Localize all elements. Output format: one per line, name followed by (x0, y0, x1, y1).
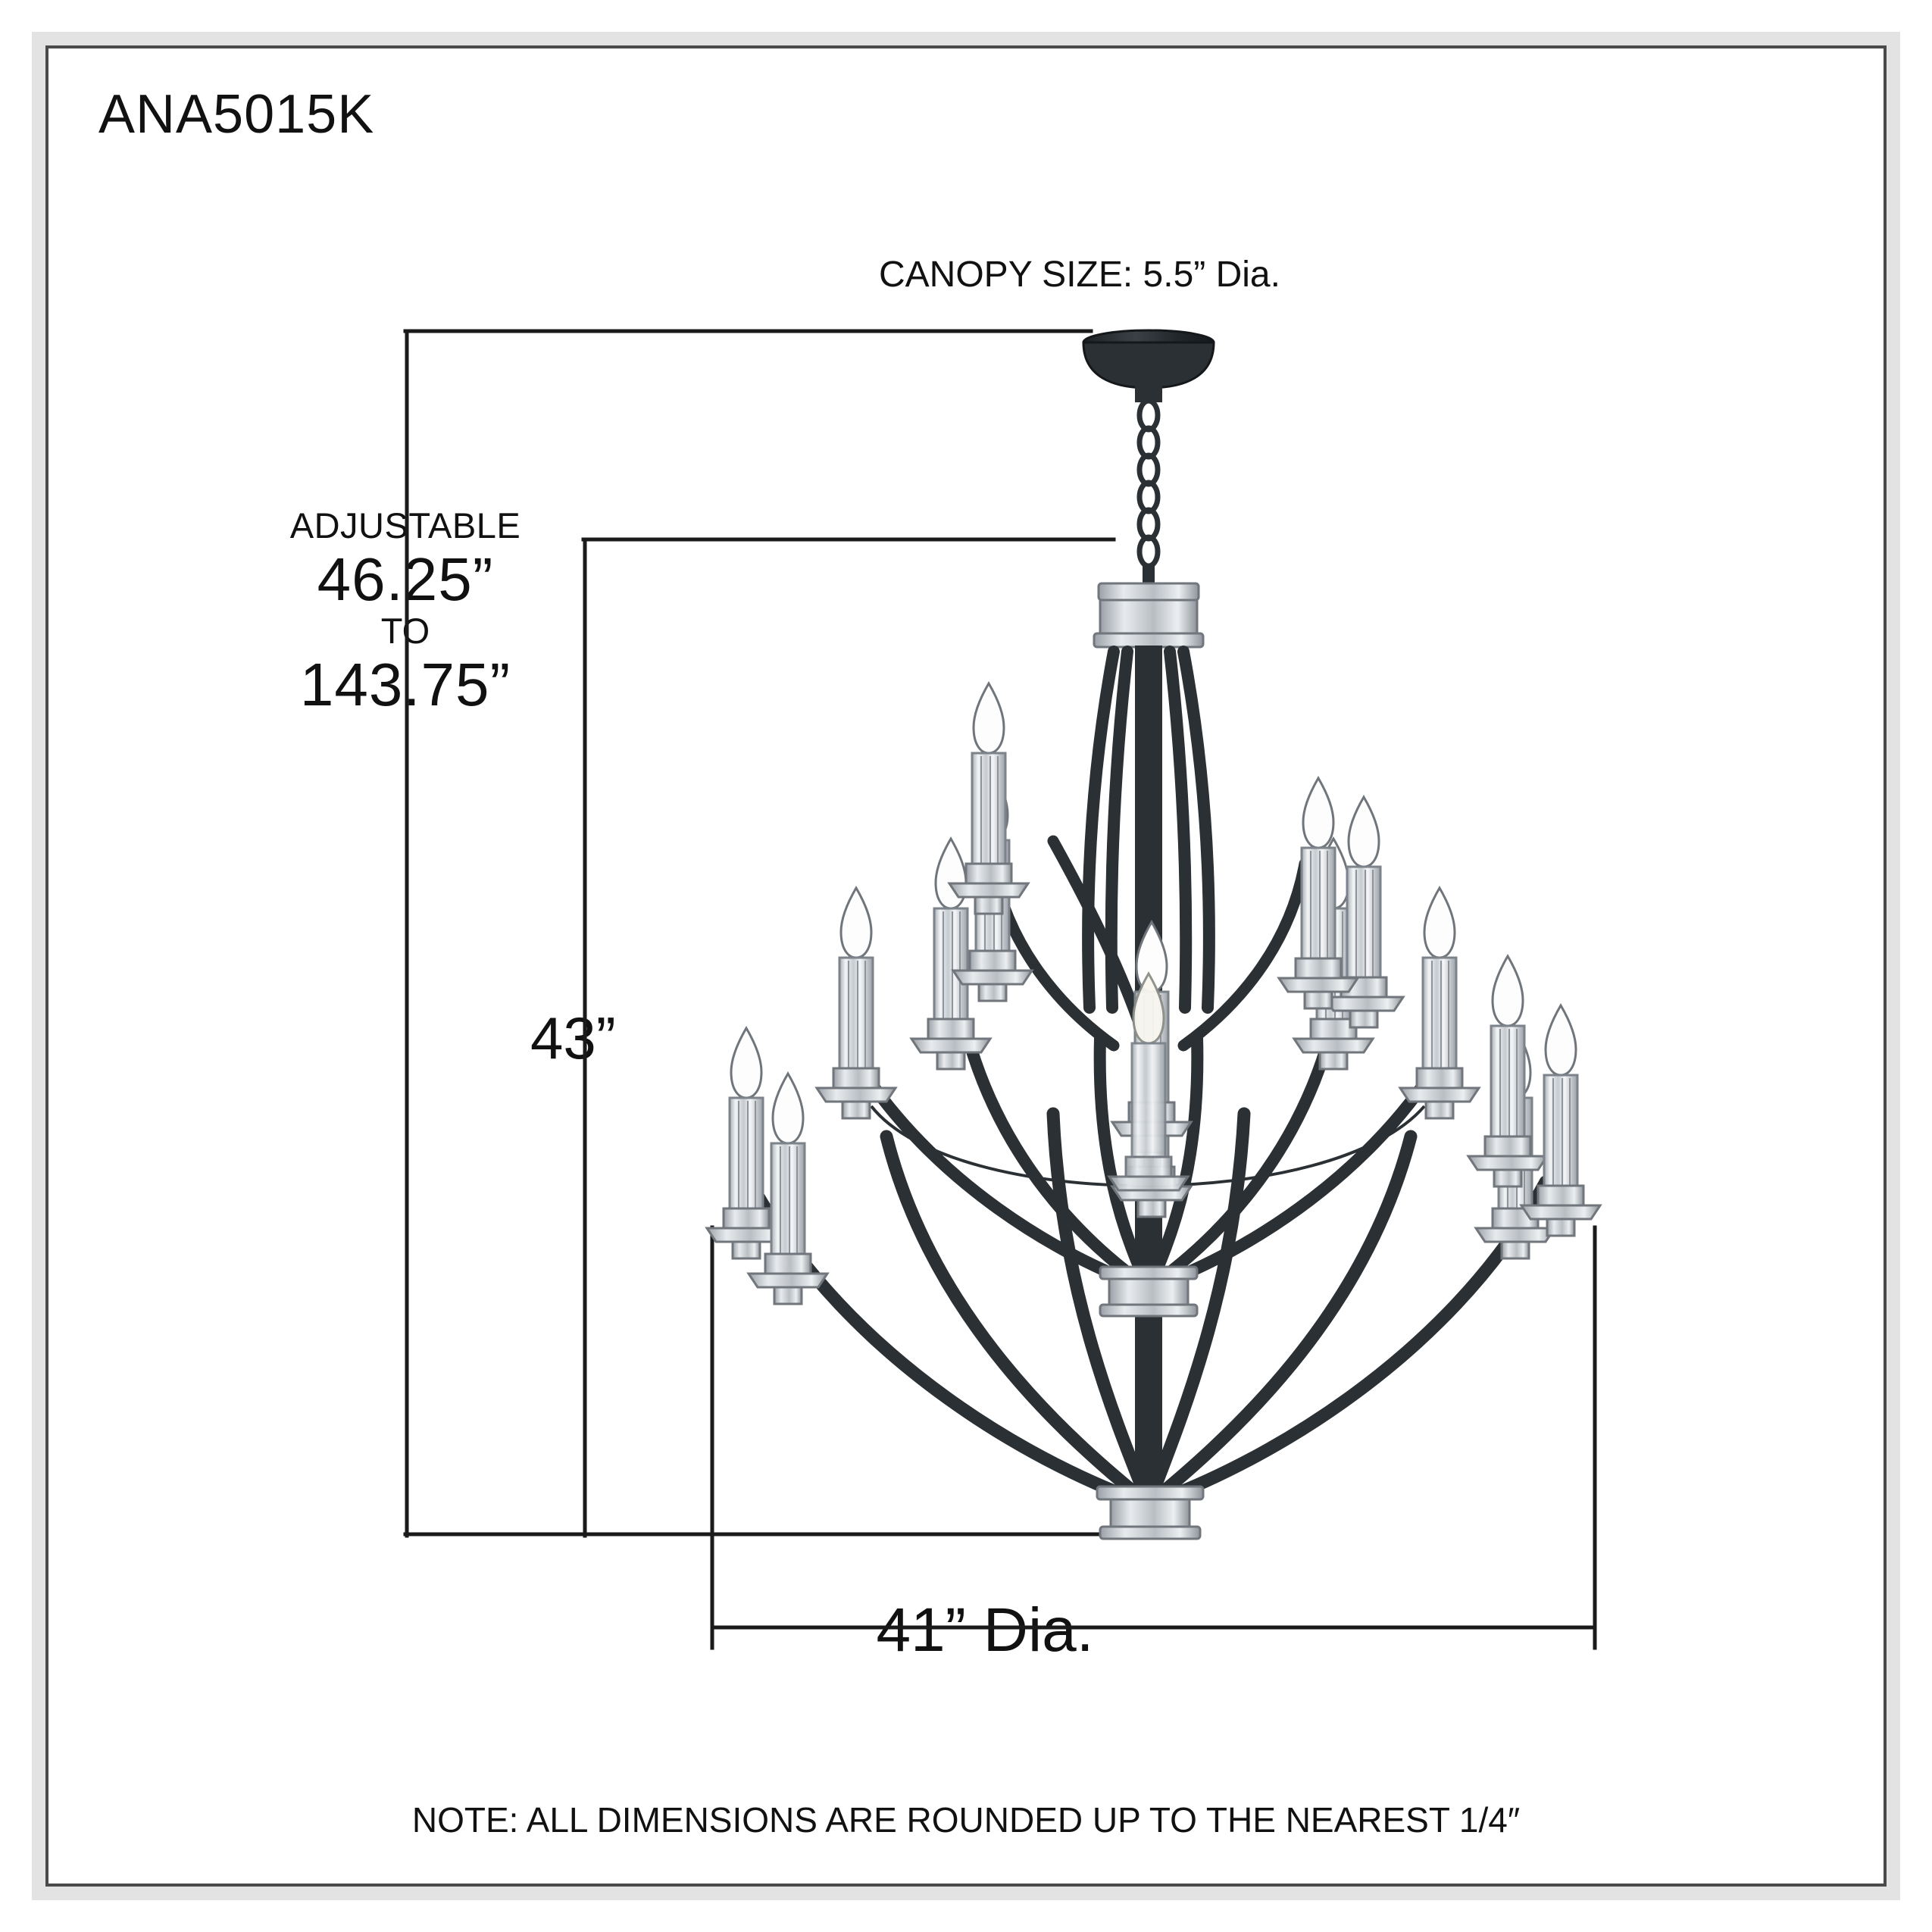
center-candle (1109, 974, 1188, 1190)
footer-note: NOTE: ALL DIMENSIONS ARE ROUNDED UP TO THE NEAREST 1/4″ (411, 1800, 1521, 1840)
middle-hub (1100, 1267, 1197, 1316)
page-title: ANA5015K (98, 84, 375, 145)
adjustable-word: ADJUSTABLE (289, 505, 521, 546)
candle-light (817, 888, 896, 1118)
candle-light (1468, 956, 1547, 1186)
canopy-size-label: CANOPY SIZE: 5.5” Dia. (879, 255, 1280, 295)
fixture-height-label: 43” (530, 1005, 616, 1071)
adjustable-to-word: TO (380, 611, 430, 651)
canopy-and-chain (1083, 330, 1214, 591)
adjustable-max-value: 143.75” (299, 651, 511, 718)
top-collar (1094, 583, 1203, 647)
bottom-finial (1097, 1487, 1203, 1539)
candle-light (1400, 888, 1479, 1118)
fixture-diameter-label: 41” Dia. (862, 1595, 1107, 1666)
adjustable-min-value: 46.25” (317, 546, 494, 613)
